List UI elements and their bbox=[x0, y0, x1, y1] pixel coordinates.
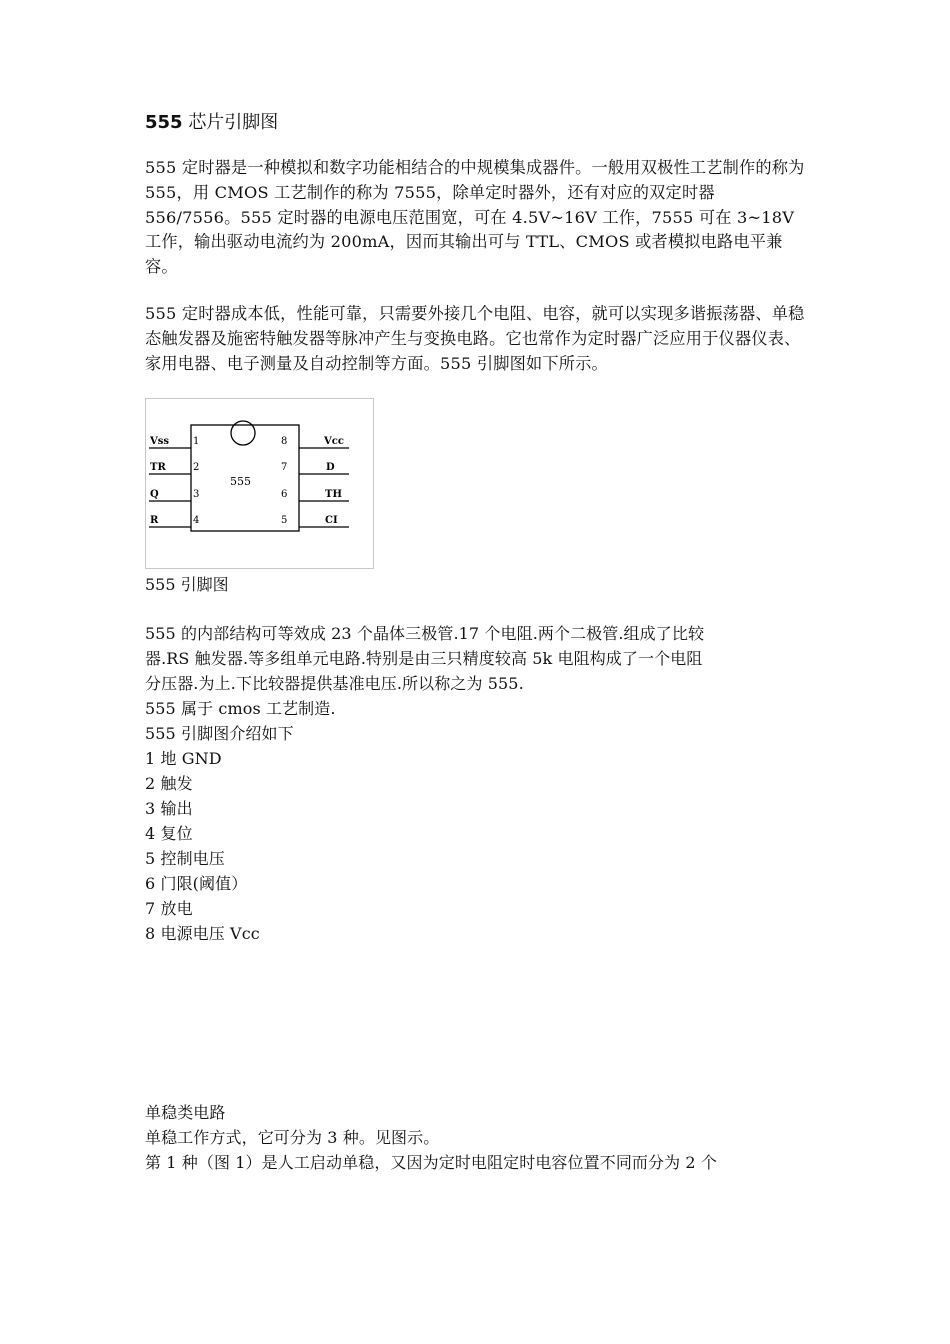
body-line: 器.RS 触发器.等多组单元电路.特别是由三只精度较高 5k 电阻构成了一个电阻 bbox=[145, 649, 703, 669]
pin-3-name: Q bbox=[150, 489, 159, 501]
page-title bbox=[145, 110, 810, 136]
pin-1-name: Vss bbox=[150, 436, 170, 448]
pin-7-name: D bbox=[326, 462, 335, 474]
pin-list-item: 4 复位 bbox=[145, 824, 193, 844]
pin-1-number: 1 bbox=[193, 436, 200, 448]
title-number: 555 bbox=[145, 112, 183, 133]
chip-label: 555 bbox=[230, 475, 251, 489]
pinout-svg bbox=[146, 399, 373, 568]
body-line: 第 1 种（图 1）是人工启动单稳，又因为定时电阻定时电容位置不同而分为 2 个 bbox=[145, 1153, 717, 1173]
pin-list-item: 7 放电 bbox=[145, 899, 193, 919]
body-line: 分压器.为上.下比较器提供基准电压.所以称之为 555. bbox=[145, 674, 524, 694]
pin-3-number: 3 bbox=[193, 489, 200, 501]
body-line: 555 属于 cmos 工艺制造. bbox=[145, 699, 336, 719]
body-line: 555 引脚图介绍如下 bbox=[145, 724, 294, 744]
pin-list-item: 6 门限(阈值） bbox=[145, 874, 248, 894]
pinout-diagram bbox=[145, 398, 374, 569]
pin-list-item: 2 触发 bbox=[145, 774, 193, 794]
pin-list-item: 1 地 GND bbox=[145, 749, 222, 769]
body-line: 555 的内部结构可等效成 23 个晶体三极管.17 个电阻.两个二极管.组成了比较 bbox=[145, 624, 705, 644]
body-line: 单稳工作方式，它可分为 3 种。见图示。 bbox=[145, 1128, 440, 1148]
pin-5-name: CI bbox=[325, 515, 338, 527]
pin-4-name: R bbox=[150, 515, 159, 527]
pin-5-number: 5 bbox=[281, 515, 288, 527]
figure-caption: 555 引脚图 bbox=[145, 575, 229, 595]
blank-space bbox=[145, 946, 810, 1100]
intro-paragraph-1: 555 定时器是一种模拟和数字功能相结合的中规模集成器件。一般用双极性工艺制作的称为 555，用 CMOS 工艺制作的称为 7555，除单定时器外，还有对应的双定时器 556/7556。555 定时器的电源电压范围宽，可在 4.5V~16V 工作，7555 可在 3~18V 工作，输出驱动电流约为 200mA，因而其输出可与 TTL、CMOS 或者模拟电路电平兼容。 bbox=[145, 158, 805, 277]
pin-8-name: Vcc bbox=[324, 436, 344, 448]
pin-list-item: 8 电源电压 Vcc bbox=[145, 924, 260, 944]
pin-6-number: 6 bbox=[281, 489, 288, 501]
title-text: 芯片引脚图 bbox=[188, 112, 279, 133]
pin-6-name: TH bbox=[325, 489, 342, 501]
pin-7-number: 7 bbox=[281, 462, 288, 474]
pin-2-number: 2 bbox=[193, 462, 200, 474]
document-page bbox=[145, 110, 810, 1175]
intro-paragraph-2: 555 定时器成本低，性能可靠，只需要外接几个电阻、电容，就可以实现多谐振荡器、单稳态触发器及施密特触发器等脉冲产生与变换电路。它也常作为定时器广泛应用于仪器仪表、家用电器、电子测量及自动控制等方面。555 引脚图如下所示。 bbox=[145, 303, 805, 373]
pin-list-item: 5 控制电压 bbox=[145, 849, 225, 869]
pin-4-number: 4 bbox=[193, 515, 200, 527]
pin-list-item: 3 输出 bbox=[145, 799, 193, 819]
section-heading: 单稳类电路 bbox=[145, 1103, 226, 1123]
pin-2-name: TR bbox=[150, 462, 166, 474]
pin-8-number: 8 bbox=[281, 436, 288, 448]
